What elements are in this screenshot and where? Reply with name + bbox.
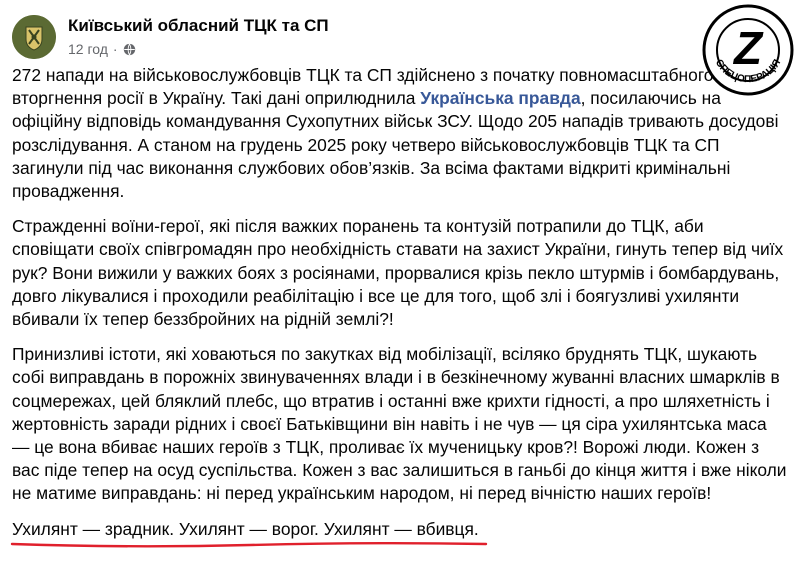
- post-meta: [68, 15, 329, 59]
- paragraph-1: 272 напади на військовослужбовців ТЦК та СП здійснено з початку повномасштабного вторгнення росії в Україну. Такі дані оприлюднила Українська правда, посилаючись на офіційну відповідь командування Сухопутних військ ЗСУ. Щодо 205 нападів тривають досудові розслідування. А станом на грудень 2025 року четверо військовослужбовців ТЦК та СП загинули під час виконання службових обов’язків. За всіма фактами відкриті кримінальні провадження.: [12, 65, 779, 202]
- paragraph-4: [12, 518, 479, 541]
- red-underline: [10, 538, 488, 550]
- post-subline: [68, 39, 329, 59]
- meta-separator: ·: [112, 41, 118, 57]
- paragraph-3: Принизливі істоти, які ховаються по закутках від мобілізації, всіляко бруднять ТЦК, шукають собі виправдань в порожніх звинуваченнях влади і в безкінечному жуванні власних шмарклів в соцмережах, цей бляклий плебс, що втратив і останні вже крихти гідності, а про шляхетність і жертовність заради рідних і своєї Батьківщини він навіть і не чув — ця сіра ухилянтська маса — це вона вбиває наших героїв з ТЦК, проливає їх мученицьку кров?! Ворожі люди. Кожен з вас піде тепер на осуд суспільства. Кожен з вас залишиться в ганьбі до кінця життя і вже ніколи не матиме виправдань: ні перед українським народом, ні перед вічністю наших героїв!: [12, 344, 787, 504]
- watermark-text: СПЕЦОПЕРАЦІЯ: [712, 57, 784, 86]
- ukrainska-pravda-link[interactable]: Українська правда: [420, 88, 581, 109]
- page-name-link[interactable]: Київський обласний ТЦК та СП: [68, 16, 329, 35]
- emblem-icon: [12, 15, 56, 59]
- final-slogan: Ухилянт — зрадник. Ухилянт — ворог. Ухилянт — вбивця.: [12, 518, 479, 539]
- watermark-letter: Z: [733, 22, 763, 74]
- post-header: [12, 12, 329, 62]
- paragraph-2: Стражденні воїни-герої, які після важких поранень та контузій потрапили до ТЦК, аби сповіщати своїх співгромадян про необхідність ставати на захист України, гинуть тепер від чиїх рук? Вони вижили у важких боях з росіянами, прорвалися крізь пекло штурмів і бомбардувань, довго лікувалися і проходили реабілітацію і все це для того, щоб злі і боягузливі ухилянти вбивали їх тепер беззбройних на рідній землі?!: [12, 216, 784, 330]
- post-time[interactable]: 12 год: [68, 41, 108, 57]
- page-avatar[interactable]: [12, 15, 56, 59]
- globe-icon[interactable]: [123, 43, 136, 56]
- post-body: [12, 64, 788, 541]
